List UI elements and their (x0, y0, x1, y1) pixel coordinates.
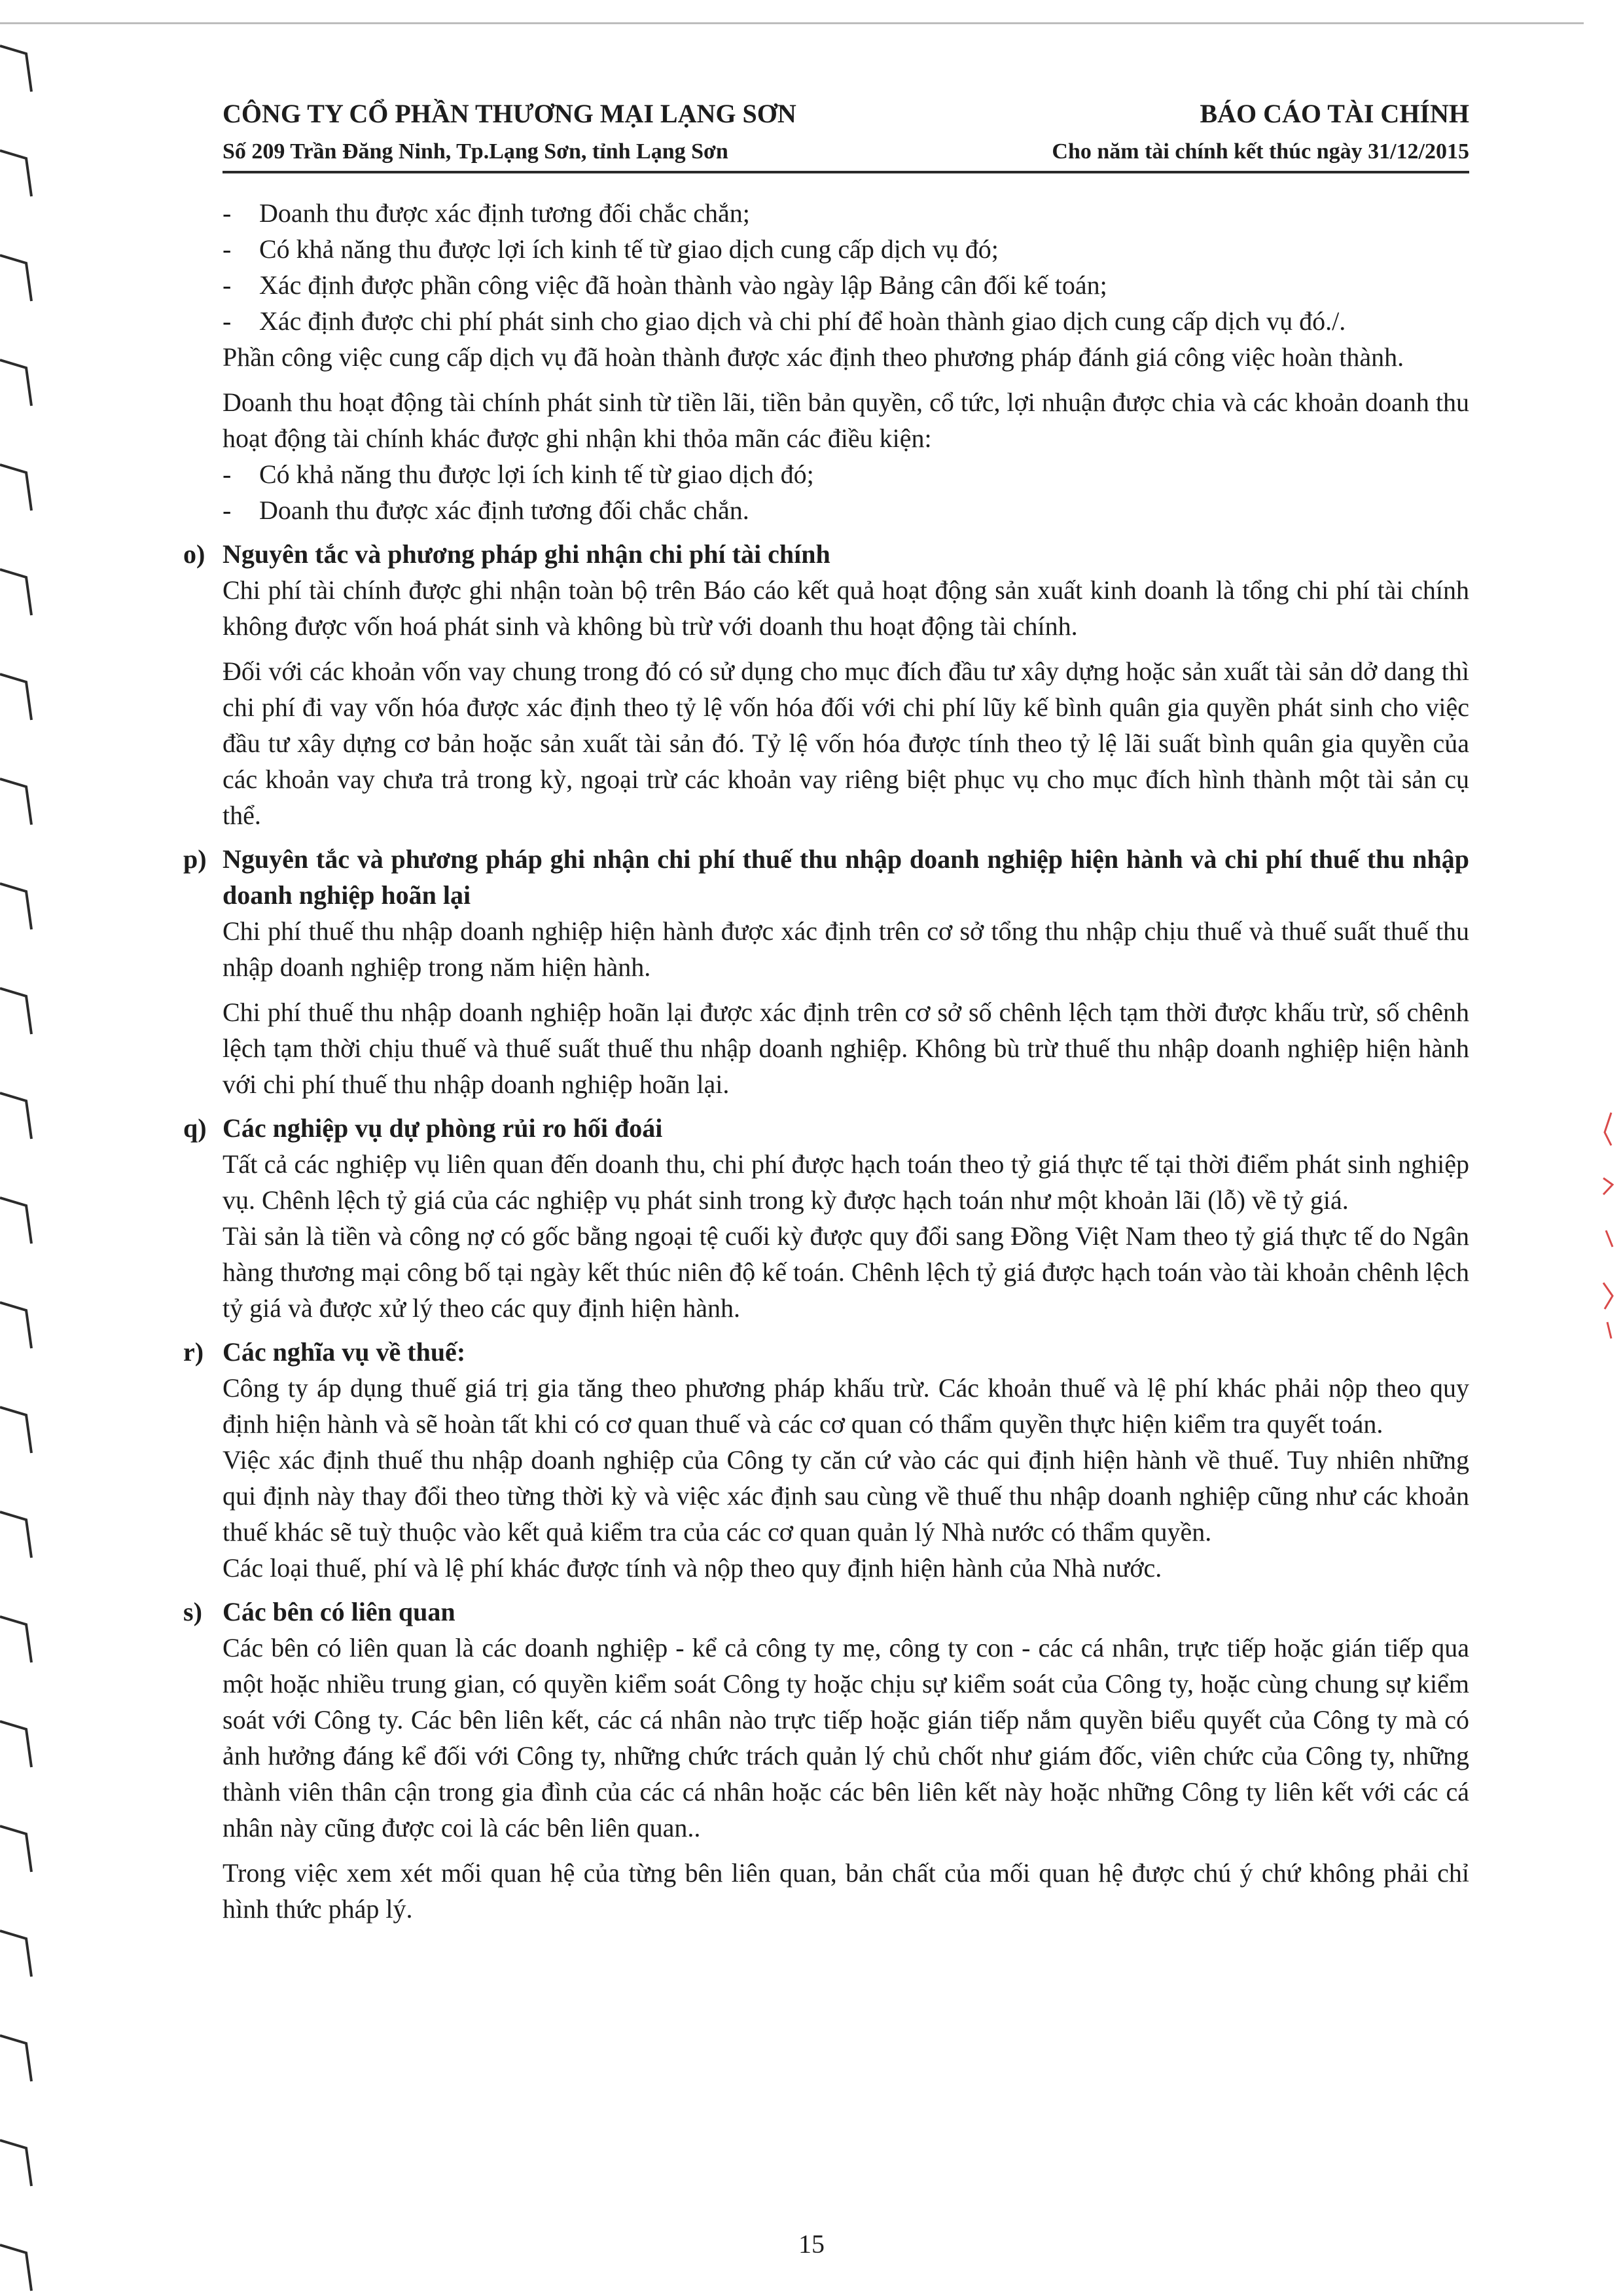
section-heading-q: q) Các nghiệp vụ dự phòng rủi ro hối đoái (183, 1113, 663, 1143)
paragraph: Chi phí thuế thu nhập doanh nghiệp hoãn lại được xác định trên cơ sở số chênh lệch tạm thời được khấu trừ, số chênh lệch tạm thời chịu thuế và thuế suất thuế thu nhập doanh nghiệp. Không bù trừ thuế thu nhập doanh nghiệp hiện hành với chi phí thuế thu nhập doanh nghiệp hoãn lại. (223, 997, 1469, 1099)
paragraph: Tài sản là tiền và công nợ có gốc bằng ngoại tệ cuối kỳ được quy đổi sang Đồng Việt Nam theo tỷ giá thực tế do Ngân hàng thương mại công bố tại ngày kết thúc niên độ kế toán. Chênh lệch tỷ giá được hạch toán vào tài khoản chênh lệch tỷ giá và được xử lý theo các quy định hiện hành. (223, 1221, 1469, 1323)
page-header (223, 98, 1469, 173)
header-row-2 (223, 139, 1469, 164)
paragraph: Chi phí tài chính được ghi nhận toàn bộ trên Báo cáo kết quả hoạt động sản xuất kinh doanh là tổng chi phí tài chính không được vốn hoá phát sinh và không bù trừ với doanh thu hoạt động tài chính. (223, 575, 1469, 641)
section-heading-r: r) Các nghĩa vụ về thuế: (183, 1337, 466, 1367)
paragraph: Đối với các khoản vốn vay chung trong đó có sử dụng cho mục đích đầu tư xây dựng hoặc sản xuất tài sản dở dang thì chi phí đi vay vốn hóa được xác định theo tỷ lệ vốn hóa đối với chi phí lũy kế bình quân gia quyền phát sinh cho việc đầu tư xây dựng cơ bản hoặc sản xuất tài sản đó. Tỷ lệ vốn hóa được tính theo tỷ lệ lãi suất bình quân gia quyền của các khoản vay chưa trả trong kỳ, ngoại trừ các khoản vay riêng biệt phục vụ cho mục đích hình thành một tài sản cụ thể. (223, 656, 1469, 830)
section-heading-o: o) Nguyên tắc và phương pháp ghi nhận chi phí tài chính (183, 539, 830, 569)
list-item: - Có khả năng thu được lợi ích kinh tế từ giao dịch cung cấp dịch vụ đó; (223, 234, 999, 264)
report-period: Cho năm tài chính kết thúc ngày 31/12/2015 (1052, 139, 1469, 164)
paragraph: Việc xác định thuế thu nhập doanh nghiệp của Công ty căn cứ vào các qui định hiện hành về thuế. Tuy nhiên những qui định này thay đổi theo từng thời kỳ và việc xác định sau cùng về thuế thu nhập doanh nghiệp cũng như các khoản thuế khác sẽ tuỳ thuộc vào kết quả kiểm tra của các cơ quan quản lý Nhà nước có thẩm quyền. (223, 1445, 1469, 1547)
paragraph: Các loại thuế, phí và lệ phí khác được tính và nộp theo quy định hiện hành của Nhà nước. (223, 1553, 1162, 1583)
list-item: - Xác định được chi phí phát sinh cho giao dịch và chi phí để hoàn thành giao dịch cung cấp dịch vụ đó./. (223, 306, 1346, 336)
paragraph: Trong việc xem xét mối quan hệ của từng bên liên quan, bản chất của mối quan hệ được chú ý chứ không phải chỉ hình thức pháp lý. (223, 1858, 1469, 1924)
company-name: CÔNG TY CỔ PHẦN THƯƠNG MẠI LẠNG SƠN (223, 99, 796, 128)
scan-top-edge (0, 22, 1584, 24)
document-body (183, 195, 1469, 1927)
paragraph: Doanh thu hoạt động tài chính phát sinh từ tiền lãi, tiền bản quyền, cổ tức, lợi nhuận được chia và các khoản doanh thu hoạt động tài chính khác được ghi nhận khi thỏa mãn các điều kiện: (223, 387, 1469, 453)
page-number: 15 (798, 2229, 825, 2259)
red-stamp-edge-marks (1597, 1106, 1616, 1342)
paragraph: Tất cả các nghiệp vụ liên quan đến doanh thu, chi phí được hạch toán theo tỷ giá thực tế tại thời điểm phát sinh nghiệp vụ. Chênh lệch tỷ giá của các nghiệp vụ phát sinh trong kỳ được hạch toán như một khoản lãi (lỗ) về tỷ giá. (223, 1149, 1469, 1215)
section-heading-p: p) Nguyên tắc và phương pháp ghi nhận chi phí thuế thu nhập doanh nghiệp hiện hành và chi phí thuế thu nhập doanh nghiệp hoãn lại (183, 844, 1469, 910)
header-row-1 (223, 98, 1469, 129)
binder-holes-strip (0, 0, 52, 2296)
paragraph: Chi phí thuế thu nhập doanh nghiệp hiện hành được xác định trên cơ sở tổng thu nhập chịu thuế và thuế suất thuế thu nhập doanh nghiệp trong năm hiện hành. (223, 916, 1469, 982)
company-address: Số 209 Trần Đăng Ninh, Tp.Lạng Sơn, tỉnh Lạng Sơn (223, 139, 728, 164)
list-item: - Xác định được phần công việc đã hoàn thành vào ngày lập Bảng cân đối kế toán; (223, 270, 1107, 300)
list-item: - Doanh thu được xác định tương đối chắc chắn; (223, 198, 750, 228)
binder-hole-marks (0, 46, 31, 2291)
list-item: - Có khả năng thu được lợi ích kinh tế từ giao dịch đó; (223, 459, 814, 489)
paragraph: Các bên có liên quan là các doanh nghiệp - kể cả công ty mẹ, công ty con - các cá nhân, trực tiếp hoặc gián tiếp qua một hoặc nhiều trung gian, có quyền kiểm soát Công ty hoặc chịu sự kiểm soát của Công ty, hoặc cùng chung sự kiểm soát với Công ty. Các bên liên kết, các cá nhân nào trực tiếp hoặc gián tiếp nắm quyền biểu quyết của Công ty mà có ảnh hưởng đáng kể đối với Công ty, những chức trách quản lý chủ chốt như giám đốc, viên chức của Công ty, những thành viên thân cận trong gia đình của các cá nhân hoặc các bên liên kết này hoặc những Công ty liên kết với các cá nhân này cũng được coi là các bên liên quan.. (223, 1633, 1469, 1842)
paragraph: Phần công việc cung cấp dịch vụ đã hoàn thành được xác định theo phương pháp đánh giá công việc hoàn thành. (223, 342, 1404, 372)
list-item: - Doanh thu được xác định tương đối chắc chắn. (223, 495, 749, 525)
section-heading-s: s) Các bên có liên quan (183, 1597, 455, 1626)
paragraph: Công ty áp dụng thuế giá trị gia tăng theo phương pháp khấu trừ. Các khoản thuế và lệ phí khác phải nộp theo quy định hiện hành và sẽ hoàn tất khi có cơ quan thuế và các cơ quan có thẩm quyền thực hiện kiểm tra quyết toán. (223, 1373, 1469, 1439)
report-title: BÁO CÁO TÀI CHÍNH (1200, 99, 1469, 128)
header-divider (223, 171, 1469, 173)
